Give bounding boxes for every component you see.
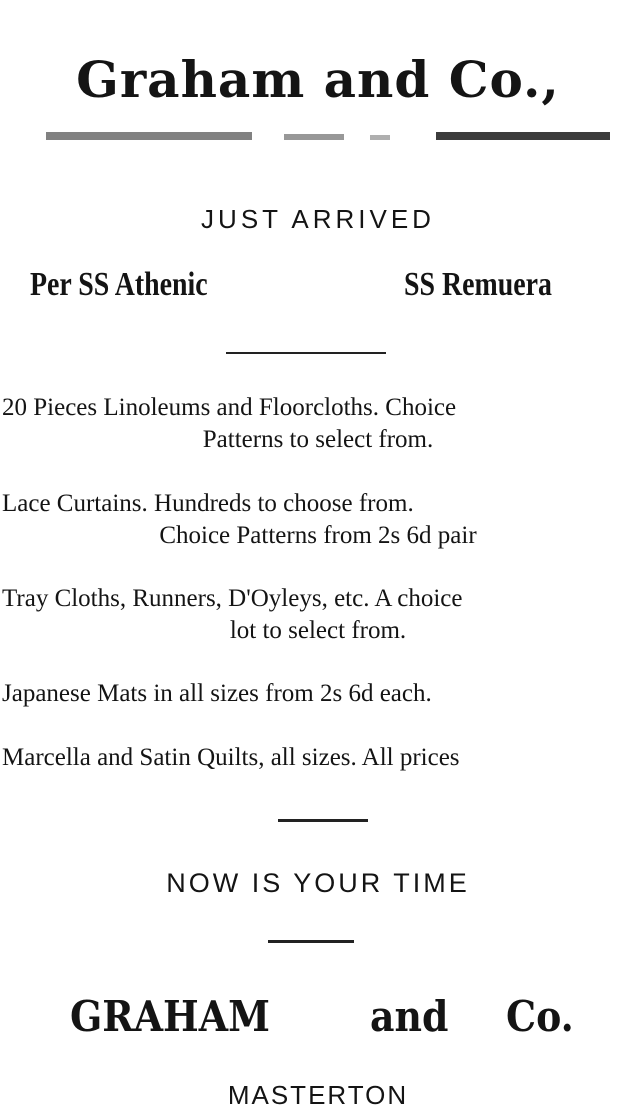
footer-town: MASTERTON	[227, 1080, 409, 1110]
footer-name-graham: GRAHAM	[70, 992, 270, 1041]
footer-name-co: Co.	[506, 992, 574, 1041]
arrival-heading: JUST ARRIVED	[201, 204, 435, 234]
section-divider	[226, 352, 386, 354]
footer-name-and: and	[370, 992, 449, 1041]
item-tray-cloths-line1: Tray Cloths, Runners, D'Oyleys, etc. A choice	[2, 585, 463, 612]
ship-name-athenic: Per SS Athenic	[30, 266, 208, 303]
header-divider	[0, 132, 636, 142]
ship-name-remuera: SS Remuera	[404, 266, 552, 303]
item-lace-curtains-line2: Choice Patterns from 2s 6d pair	[159, 522, 477, 549]
callout-text: NOW IS YOUR TIME	[166, 868, 470, 898]
item-linoleums-line1: 20 Pieces Linoleums and Floorcloths. Choice	[2, 394, 457, 421]
advertiser-title: Graham and Co.,	[76, 50, 560, 109]
item-quilts: Marcella and Satin Quilts, all sizes. All prices	[2, 744, 460, 771]
item-lace-curtains-line1: Lace Curtains. Hundreds to choose from.	[2, 490, 414, 517]
item-tray-cloths-line2: lot to select from.	[229, 617, 407, 644]
callout-divider-bottom	[268, 940, 354, 943]
callout-divider-top	[278, 819, 368, 822]
item-linoleums-line2: Patterns to select from.	[202, 426, 434, 453]
item-japanese-mats: Japanese Mats in all sizes from 2s 6d each.	[2, 680, 432, 707]
